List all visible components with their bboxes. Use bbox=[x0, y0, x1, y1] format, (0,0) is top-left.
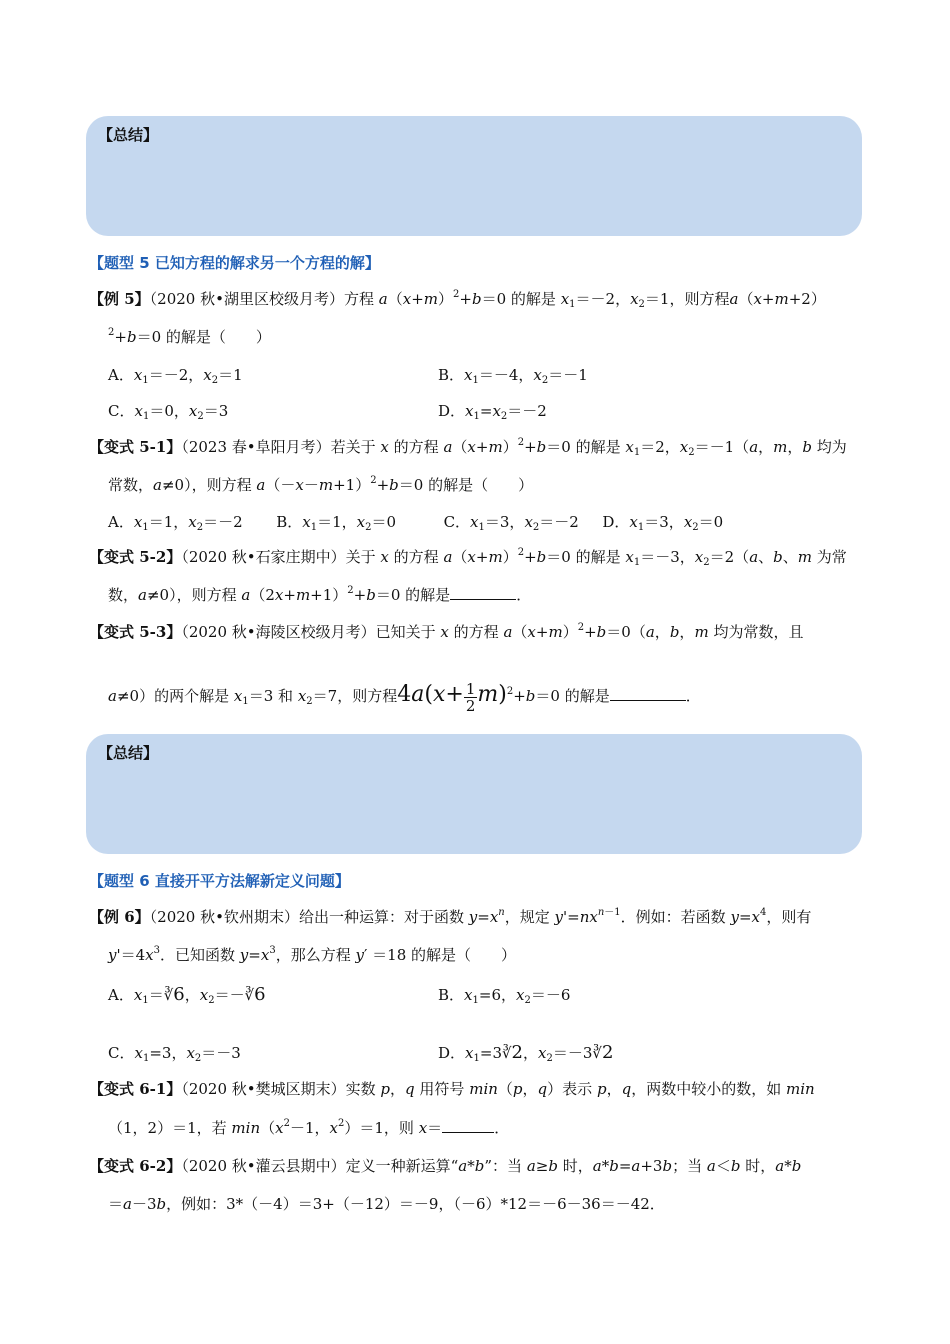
variant-5-2-line1: 【变式 5-2】（2020 秋•石家庄期中）关于 x 的方程 $a(x+m)^2+b=0$ 的解是 $x_1=-3$，$x_2=2(a$、b、m 为常 bbox=[89, 547, 847, 568]
variant-5-1-options bbox=[108, 511, 723, 533]
answer-blank[interactable] bbox=[442, 1118, 494, 1133]
variant-5-3-tag: 【变式 5-3】 bbox=[89, 623, 182, 641]
option-a[interactable]: A．$x_1=∛6$，$x_2=-∛6$ bbox=[108, 984, 266, 1006]
option-a[interactable]: A．$x_1=-2$，$x_2=1$ bbox=[108, 366, 243, 386]
variant-5-1-tag: 【变式 5-1】 bbox=[89, 438, 182, 456]
answer-blank[interactable] bbox=[450, 585, 516, 600]
variant-5-3-line2: a≠0）的两个解是 $x_1=3$ 和 $x_2=7$，则方程4a(x+ $\frac{1}{2}$ m)$^2$+b＝0 的解是 ． bbox=[108, 679, 701, 715]
example-6-tag: 【例 6】 bbox=[89, 908, 150, 926]
example-5-line2: $^2$+b＝0 的解是（ ） bbox=[108, 327, 271, 346]
variant-6-1-line1: 【变式 6-1】（2020 秋•樊城区期末）实数 p，q 用符号 min（p，q）表示 p，q，两数中较小的数，如 min bbox=[89, 1080, 815, 1098]
option-c[interactable]: C．$x_1=0$，$x_2=3$ bbox=[108, 402, 229, 422]
variant-5-1-line1: 【变式 5-1】（2023 春•阜阳月考）若关于 x 的方程 $a(x+m)^2+b=0$ 的解是 $x_1=2$，$x_2=-1(a$，m，b 均为 bbox=[89, 437, 847, 458]
option-c[interactable]: C．$x_1=3$，$x_2=-3$ bbox=[108, 1044, 241, 1064]
option-b[interactable]: B．$x_1=1$，$x_2=0$ bbox=[276, 513, 396, 533]
summary-label: 【总结】 bbox=[98, 744, 159, 762]
variant-5-3-line1: 【变式 5-3】（2020 秋•海陵区校级月考）已知关于 x 的方程 $a(x+m)^2+b=0(a$，b，m 均为常数，且 bbox=[89, 622, 804, 641]
example-5-tag: 【例 5】 bbox=[89, 290, 150, 308]
variant-6-2-tag: 【变式 6-2】 bbox=[89, 1157, 182, 1175]
option-d[interactable]: D．$x_1=x_2=-2$ bbox=[438, 402, 547, 422]
variant-6-1-tag: 【变式 6-1】 bbox=[89, 1080, 182, 1098]
option-a[interactable]: A．$x_1=1$，$x_2=-2$ bbox=[108, 513, 243, 533]
option-d[interactable]: D．$x_1=3∛2$，$x_2=-3∛2$ bbox=[438, 1042, 614, 1064]
example-6-line2: $y'=4x^3$．已知函数 $y=x^3$，那么方程 y′ ＝18 的解是（ ） bbox=[108, 945, 517, 964]
summary-label: 【总结】 bbox=[98, 126, 159, 144]
summary-box-2 bbox=[86, 734, 862, 854]
answer-blank[interactable] bbox=[610, 686, 686, 701]
section-heading-type5: 【题型 5 已知方程的解求另一个方程的解】 bbox=[89, 254, 380, 272]
variant-5-1-line2: 常数，a≠0），则方程 $a(-x-m+1)^2+b=0$ 的解是（ ） bbox=[108, 475, 534, 494]
section-heading-type6: 【题型 6 直接开平方法解新定义问题】 bbox=[89, 872, 350, 890]
variant-6-2-line2: ＝a－3b，例如：3*（－4）＝3+（－12）＝－9，（－6）*12＝－6－36＝－42． bbox=[108, 1195, 665, 1213]
option-c[interactable]: C．$x_1=3$，$x_2=-2$ bbox=[443, 513, 579, 533]
option-b[interactable]: B．$x_1=-4$，$x_2=-1$ bbox=[438, 366, 588, 386]
option-d[interactable]: D．$x_1=3$，$x_2=0$ bbox=[602, 513, 724, 533]
option-b[interactable]: B．$x_1=6$，$x_2=-6$ bbox=[438, 986, 571, 1006]
example-6-line1: 【例 6】（2020 秋•钦州期末）给出一种运算：对于函数 $y=x^n$，规定 $y'=nx^{n-1}$．例如：若函数 $y=x^4$，则有 bbox=[89, 907, 812, 926]
variant-5-2-line2: 数，a≠0），则方程 $a(2x+m+1)^2+b=0$ 的解是 ． bbox=[108, 585, 532, 604]
variant-5-2-tag: 【变式 5-2】 bbox=[89, 548, 182, 566]
example-5-line1: 【例 5】（2020 秋•湖里区校级月考）方程 $a(x+m)^2+b=0$ 的解是 $x_1=-2$，$x_2=1$，则方程a（x+m+2） bbox=[89, 289, 826, 310]
summary-box-1 bbox=[86, 116, 862, 236]
variant-6-1-line2: （1，2）＝1，若 $\min(x^2-1$，$x^2)=1$，则 x＝ ． bbox=[108, 1118, 510, 1137]
variant-6-2-line1: 【变式 6-2】（2020 秋•灌云县期中）定义一种新运算“a*b”：当 a≥b 时，a*b=a+3b；当 a＜b 时，a*b bbox=[89, 1157, 802, 1175]
